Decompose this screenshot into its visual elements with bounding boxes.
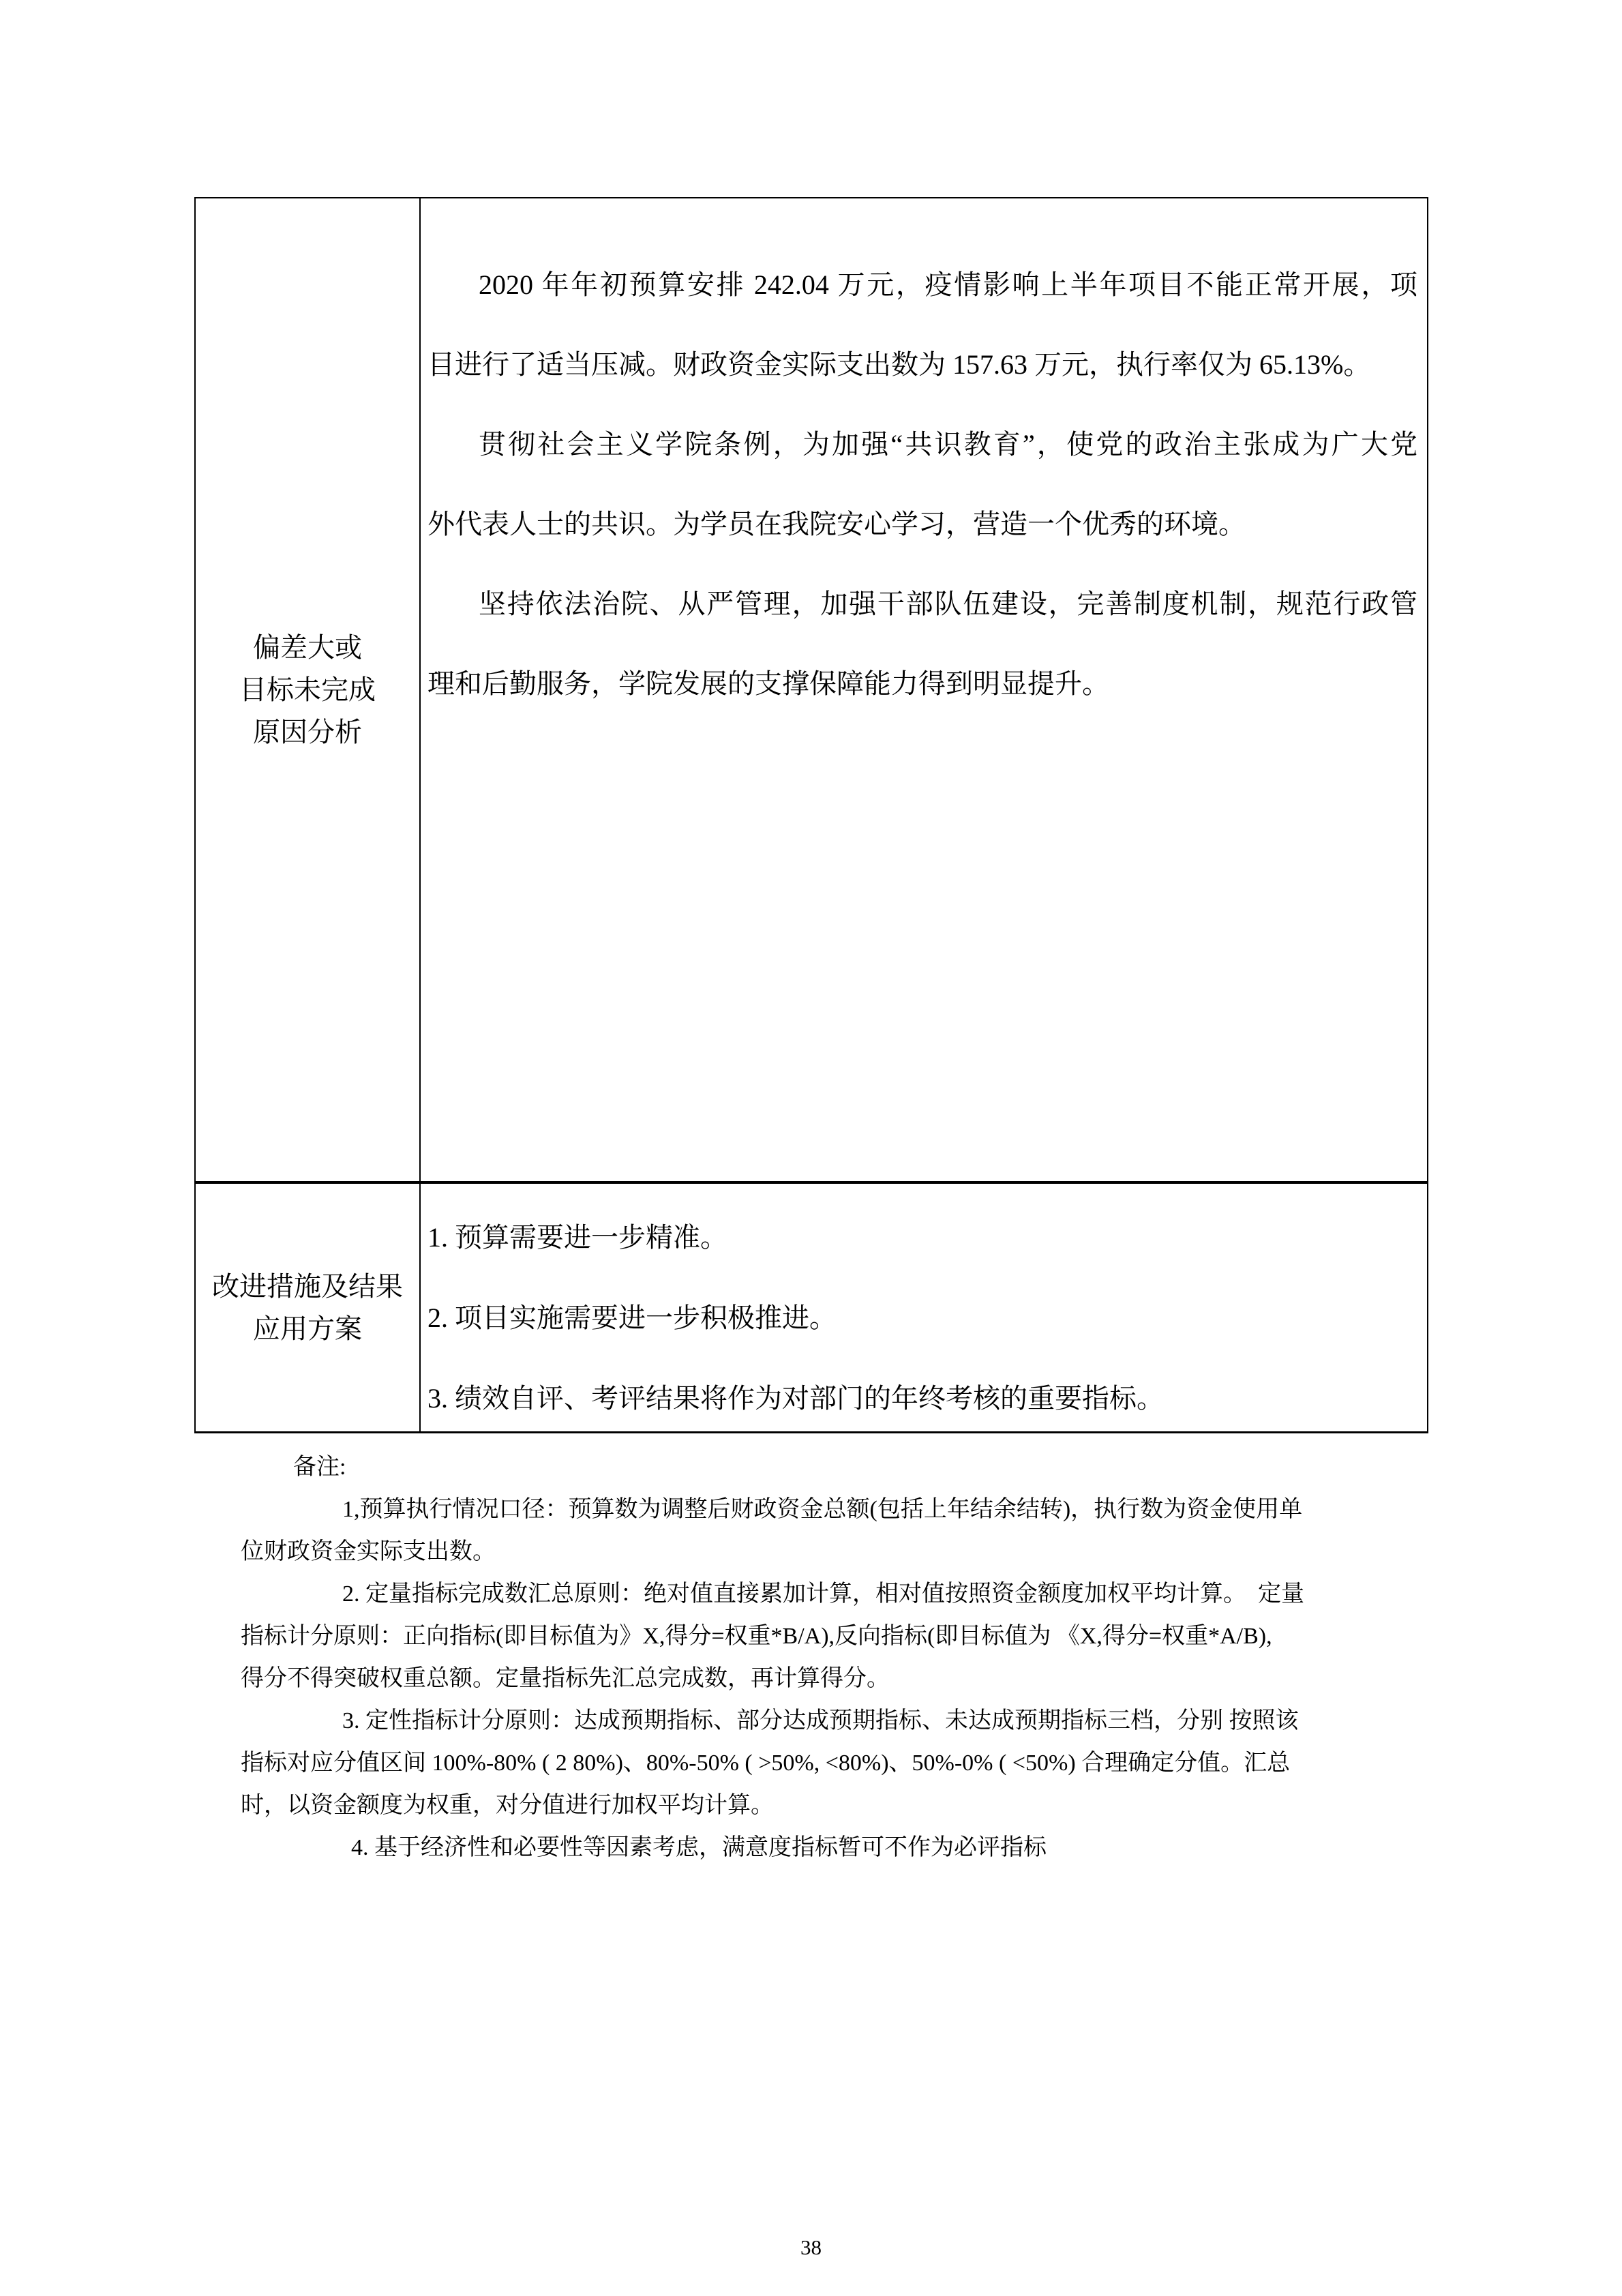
note-line: 指标对应分值区间 100%-80% ( 2 80%)、80%-50% ( >50%, <80%)、50%-0% ( <50%) 合理确定分值。汇总: [241, 1750, 1291, 1776]
label-line: 原因分析: [253, 716, 362, 747]
list-item: 2. 项目实施需要进一步积极推进。: [427, 1302, 837, 1333]
content-line: 目进行了适当压减。财政资金实际支出数为 157.63 万元，执行率仅为 65.13%。: [427, 349, 1371, 380]
content-line: 贯彻社会主义学院条例，为加强“共识教育”，使党的政治主张成为广大党: [479, 429, 1417, 460]
label-line: 目标未完成: [239, 674, 376, 705]
note-line: 3. 定性指标计分原则：达成预期指标、部分达成预期指标、未达成预期指标三档，分别 按照该: [342, 1708, 1299, 1733]
content-line: 2020 年年初预算安排 242.04 万元，疫情影响上半年项目不能正常开展，项: [479, 269, 1417, 300]
label-line: 改进措施及结果: [212, 1270, 403, 1302]
row-improvement-measures: [196, 1184, 1427, 1431]
note-line: 位财政资金实际支出数。: [241, 1539, 496, 1564]
label-line: 偏差大或: [253, 631, 362, 663]
content-line: 坚持依法治院、从严管理，加强干部队伍建设，完善制度机制，规范行政管: [479, 588, 1417, 619]
page-number: 38: [800, 2235, 822, 2259]
notes-heading: 备注:: [293, 1455, 346, 1480]
deviation-analysis-label: [196, 198, 421, 1181]
row-deviation-analysis: [196, 198, 1427, 1184]
list-item: 1. 预算需要进一步精准。: [427, 1222, 727, 1253]
deviation-analysis-content: [421, 198, 1427, 1181]
list-item: 3. 绩效自评、考评结果将作为对部门的年终考核的重要指标。: [427, 1383, 1164, 1414]
note-line: 指标计分原则：正向指标(即目标值为》X,得分=权重*B/A),反向指标(即目标值为 《X,得分=权重*A/B),: [241, 1624, 1272, 1649]
note-line: 4. 基于经济性和必要性等因素考虑，满意度指标暂可不作为必评指标: [351, 1835, 1047, 1860]
content-line: 外代表人士的共识。为学员在我院安心学习，营造一个优秀的环境。: [427, 509, 1246, 539]
improvement-measures-content: [421, 1184, 1427, 1431]
notes-section: [241, 1446, 1393, 1869]
label-line: 应用方案: [253, 1313, 362, 1344]
note-line: 得分不得突破权重总额。定量指标先汇总完成数，再计算得分。: [241, 1666, 890, 1691]
performance-table: [194, 197, 1428, 1433]
note-line: 时，以资金额度为权重，对分值进行加权平均计算。: [241, 1793, 774, 1818]
improvement-measures-label: [196, 1184, 421, 1431]
note-line: 1,预算执行情况口径：预算数为调整后财政资金总额(包括上年结余结转)，执行数为资金使用单: [342, 1497, 1303, 1522]
note-line: 2. 定量指标完成数汇总原则：绝对值直接累加计算，相对值按照资金额度加权平均计算。 定量: [342, 1581, 1304, 1607]
content-line: 理和后勤服务，学院发展的支撑保障能力得到明显提升。: [427, 668, 1109, 699]
